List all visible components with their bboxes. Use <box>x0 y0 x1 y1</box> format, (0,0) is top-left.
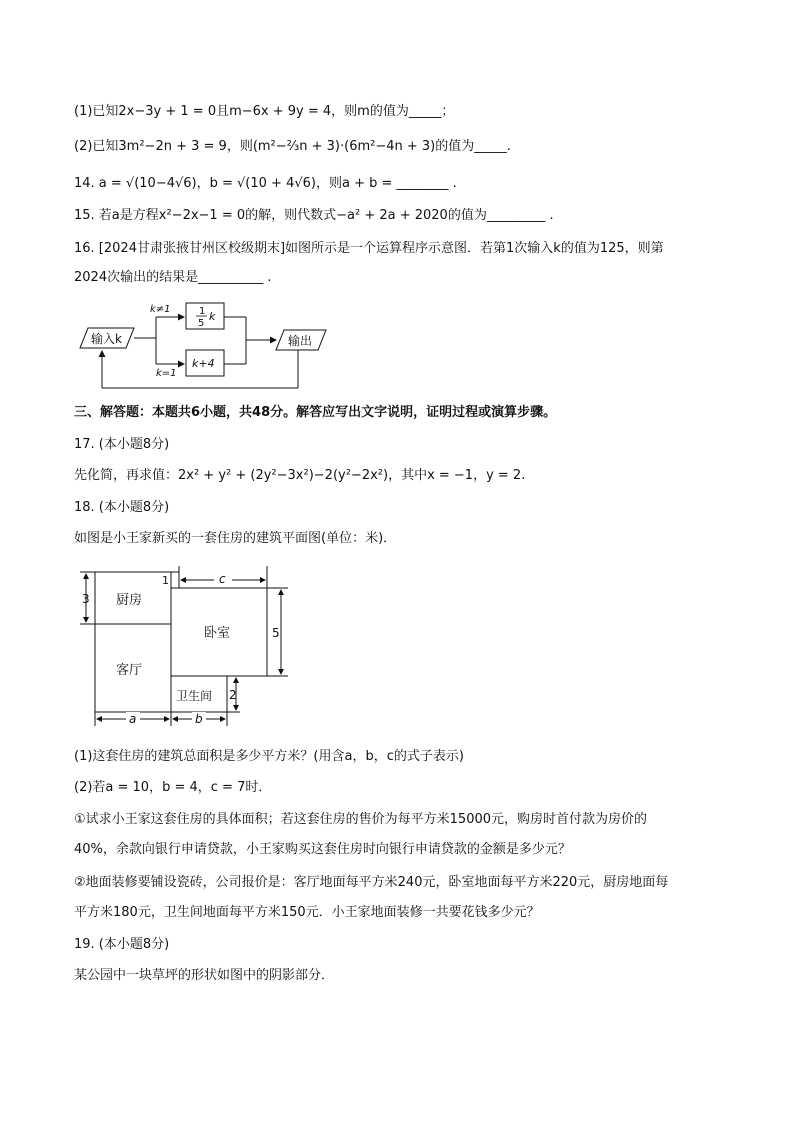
q16-line2: 2024次输出的结果是__________ . <box>74 270 272 285</box>
op-top-denominator: 5 <box>198 318 205 329</box>
dim-5: 5 <box>272 626 280 640</box>
op-top-numerator: 1 <box>199 306 206 317</box>
floor-plan-diagram <box>76 562 296 730</box>
flowchart-diagram <box>76 298 336 392</box>
output-label: 输出 <box>288 334 313 348</box>
q19-head: 19. (本小题8分) <box>74 937 170 952</box>
section-3-heading: 三、解答题：本题共6小题，共48分。解答应写出文字说明，证明过程或演算步骤。 <box>74 405 557 420</box>
dim-c: c <box>219 572 226 586</box>
q17-head: 17. (本小题8分) <box>74 437 170 452</box>
q18-part2-i-line1: ①试求小王家这套住房的具体面积；若这套住房的售价为每平方米15000元，购房时首付款为房价的 <box>74 812 648 827</box>
dim-b: b <box>195 712 203 726</box>
bedroom-label: 卧室 <box>204 626 231 641</box>
q17-body: 先化简，再求值：2x² + y² + (2y²−3x²)−2(y²−2x²)，其中x = −1，y = 2. <box>74 468 526 483</box>
op-top-variable: k <box>209 310 216 323</box>
q19-body: 某公园中一块草坪的形状如图中的阴影部分． <box>74 968 335 983</box>
q13-part2: (2)已知3m²−2n + 3 = 9，则(m²−⅔n + 3)·(6m²−4n + 3)的值为_____. <box>74 139 511 154</box>
dim-3: 3 <box>82 592 90 606</box>
bathroom-label: 卫生间 <box>176 689 213 703</box>
q18-part2-ii-line1: ②地面装修要铺设瓷砖，公司报价是：客厅地面每平方米240元，卧室地面每平方米220元，厨房地面每 <box>74 875 669 890</box>
q16-line1: 16. [2024甘肃张掖甘州区校级期末]如图所示是一个运算程序示意图．若第1次输入k的值为125，则第 <box>74 241 664 256</box>
q18-part2-i-line2: 40%，余款向银行申请贷款，小王家购买这套住房时向银行申请贷款的金额是多少元？ <box>74 842 571 857</box>
q18-head: 18. (本小题8分) <box>74 500 170 515</box>
condition-top: k≠1 <box>150 304 171 315</box>
living-label: 客厅 <box>116 663 143 678</box>
q18-part2-ii-line2: 平方米180元，卫生间地面每平方米150元．小王家地面装修一共要花钱多少元？ <box>74 905 540 920</box>
condition-bottom: k=1 <box>156 368 177 379</box>
dim-2: 2 <box>229 688 237 702</box>
dim-1: 1 <box>162 574 169 587</box>
q13-part1: (1)已知2x−3y + 1 = 0且m−6x + 9y = 4，则m的值为_____； <box>74 104 455 119</box>
q18-intro: 如图是小王家新买的一套住房的建筑平面图(单位：米)． <box>74 531 397 546</box>
q18-part2: (2)若a = 10，b = 4，c = 7时． <box>74 780 272 795</box>
op-bottom-label: k+4 <box>192 357 215 370</box>
dim-a: a <box>129 712 137 726</box>
q15: 15. 若a是方程x²−2x−1 = 0的解，则代数式−a² + 2a + 2020的值为_________ . <box>74 208 554 223</box>
kitchen-label: 厨房 <box>116 593 143 608</box>
q14: 14. a = √(10−4√6)，b = √(10 + 4√6)，则a + b = ________ . <box>74 176 457 191</box>
q18-part1: (1)这套住房的建筑总面积是多少平方米？(用含a，b，c的式子表示) <box>74 749 464 764</box>
input-label: 输入k <box>91 332 122 346</box>
